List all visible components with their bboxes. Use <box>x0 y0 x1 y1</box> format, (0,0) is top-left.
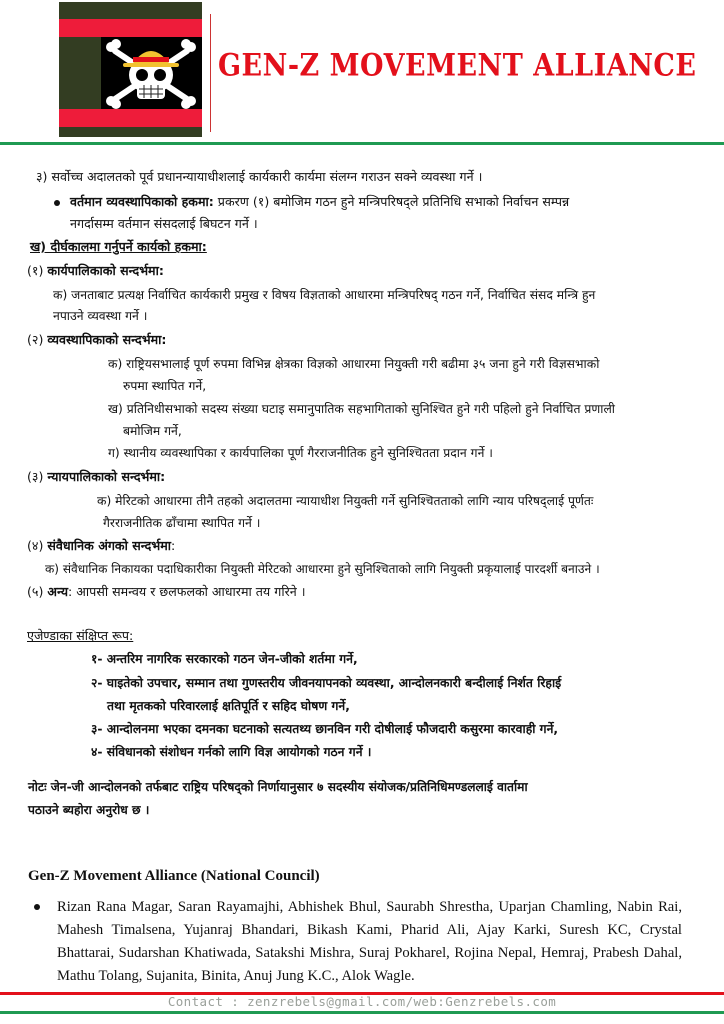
bullet-icon <box>54 200 60 206</box>
agenda-item-2-line1: २- घाइतेको उपचार, सम्मान तथा गुणस्तरीय जीवनयापनको व्यवस्था, आन्दोलनकारी बन्दीलाई निर्शत रिहाई <box>91 676 562 690</box>
section-1-a-line1: क) जनताबाट प्रत्यक्ष निर्वाचित कार्यकारी प्रमुख र विषय विज्ञताको आधारमा मन्त्रिपरिषद् गठन गर्ने, निर्वाचित संसद मन्त्रि हुन <box>53 288 596 302</box>
skull-icon <box>101 37 202 109</box>
agenda-item-4: ४- संविधानको संशोधन गर्नको लागि विज्ञ आयोगको गठन गर्ने । <box>91 745 372 759</box>
section-4-a-line1: क) संवैधानिक निकायका पदाधिकारीका नियुक्ती मेरिटको आधारमा हुने सुनिश्चिताको लागि नियुक्ती प्रकृयालाई पारदर्शी बनाउने । <box>45 562 600 576</box>
council-members: Rizan Rana Magar, Saran Rayamajhi, Abhishek Bhul, Saurabh Shrestha, Uparjan Chamling, Nabin Rai, Mahesh Timalsena, Yujanraj Bhandari, Bikash Kami, Pharid Ali, Ajay Karki, Suresh KC, Crystal Bhattarai, Sudarshan Khatiwada, Satakshi Mishra, Suraj Pokharel, Rojina Nepal, Hemraj, Prabesh Dahal, Mathu Tolang, Sujanita, Binita, Anuj Jung K.C., Alok Wagle. <box>57 899 682 984</box>
section-3-a-line2: गैरराजनीतिक ढाँचामा स्थापित गर्ने । <box>103 516 261 530</box>
section-1-title: कार्यपालिकाको सन्दर्भमा: <box>47 263 164 278</box>
section-3-a-line1: क) मेरिटको आधारमा तीनै तहको अदालतमा न्यायाधीश नियुक्ती गर्ने सुनिश्चितताको लागि न्याय परिषद्लाई पूर्णतः <box>97 494 594 508</box>
section-1-heading <box>27 262 164 279</box>
section-5-title: अन्य <box>47 584 69 599</box>
contact-info: Contact : zenzrebels@gmail.com/web:Genzrebels.com <box>167 994 557 1009</box>
skull-straw-hat-flag-logo <box>59 2 202 137</box>
agenda-item-2-line2: तथा मृतकको परिवारलाई क्षतिपूर्ति र सहिद घोषण गर्ने, <box>107 699 350 713</box>
current-legislature-line2: नगर्दासम्म वर्तमान संसदलाई बिघटन गर्ने । <box>70 216 258 231</box>
section-3-number: (३) <box>27 469 48 484</box>
bullet-icon <box>34 904 40 910</box>
section-2-title: व्यवस्थापिकाको सन्दर्भमा: <box>47 332 167 347</box>
brand-title: GEN-Z MOVEMENT ALLIANCE <box>218 48 697 84</box>
agenda-heading: एजेण्डाका संक्षिप्त रूप: <box>27 628 134 643</box>
jolly-roger-flag <box>101 37 202 109</box>
header-green-divider <box>0 142 724 145</box>
long-term-heading: ख) दीर्घकालमा गर्नुपर्ने कार्यको हकमा: <box>30 239 207 254</box>
section-2-number: (२) <box>27 332 48 347</box>
section-2-a-line2: रुपमा स्थापित गर्ने, <box>123 379 207 393</box>
section-4-colon: : <box>171 538 176 553</box>
section-1-number: (१) <box>27 263 48 278</box>
section-2-b-line1: ख) प्रतिनिधीसभाको सदस्य संख्या घटाइ समानुपातिक सहभागिताको सुनिश्चित हुने गरी पहिलो हुने निर्वाचित प्रणाली <box>108 402 615 416</box>
item-3-text: ३) सर्वोच्च अदालतको पूर्व प्रधानन्यायाधीशलाई कार्यकारी कार्यमा संलग्न गराउन सक्ने व्यवस्था गर्ने । <box>36 169 483 184</box>
council-title: Gen-Z Movement Alliance (National Council) <box>28 868 320 884</box>
section-3-heading <box>27 468 165 485</box>
section-4-title: संवैधानिक अंगको सन्दर्भमा <box>47 538 171 553</box>
section-2-b-line2: बमोजिम गर्ने, <box>123 424 182 438</box>
note-line2: पठाउने ब्यहोरा अनुरोध छ । <box>28 803 150 817</box>
logo-red-band-top <box>59 19 202 37</box>
agenda-item-1: १- अन्तरिम नागरिक सरकारको गठन जेन-जीको शर्तमा गर्ने, <box>91 652 358 666</box>
section-2-heading <box>27 331 166 348</box>
current-legislature-label: वर्तमान व्यवस्थापिकाको हकमा: <box>70 194 214 209</box>
section-5-text: : आपसी समन्वय र छलफलको आधारमा तय गरिने । <box>68 584 306 599</box>
current-legislature-line1 <box>54 193 569 210</box>
logo-red-band-bottom <box>59 109 202 127</box>
section-5-number: (५) <box>27 584 48 599</box>
section-1-a-line2: नपाउने व्यवस्था गर्ने । <box>53 309 148 323</box>
section-5-line <box>27 583 306 600</box>
footer-green-divider <box>0 1011 724 1014</box>
section-4-number: (४) <box>27 538 48 553</box>
header-vertical-divider <box>210 14 211 132</box>
section-2-a-line1: क) राष्ट्रियसभालाई पूर्ण रुपमा विभिन्न क्षेत्रका विज्ञको आधारमा नियुक्ती गरी बढीमा ३५ जना हुने गरी विज्ञसभाको <box>108 357 600 371</box>
note-line1: नोटः जेन-जी आन्दोलनको तर्फबाट राष्ट्रिय परिषद्को निर्णायानुसार ७ सदस्यीय संयोजक/प्रतिनिधिमण्डललाई वार्तामा <box>28 780 528 794</box>
section-2-c-line1: ग) स्थानीय व्यवस्थापिका र कार्यपालिका पूर्ण गैरराजनीतिक हुने सुनिश्चितता प्रदान गर्ने । <box>108 446 493 460</box>
agenda-item-3: ३- आन्दोलनमा भएका दमनका घटनाको सत्यतथ्य छानविन गरी दोषीलाई फौजदारी कसुरमा कारवाही गर्ने, <box>91 722 559 736</box>
section-3-title: न्यायपालिकाको सन्दर्भमा: <box>47 469 166 484</box>
letterhead <box>0 0 724 145</box>
current-legislature-text: प्रकरण (१) बमोजिम गठन हुने मन्त्रिपरिषद्ले प्रतिनिधि सभाको निर्वाचन सम्पन्न <box>213 194 570 209</box>
section-4-heading <box>27 537 175 554</box>
